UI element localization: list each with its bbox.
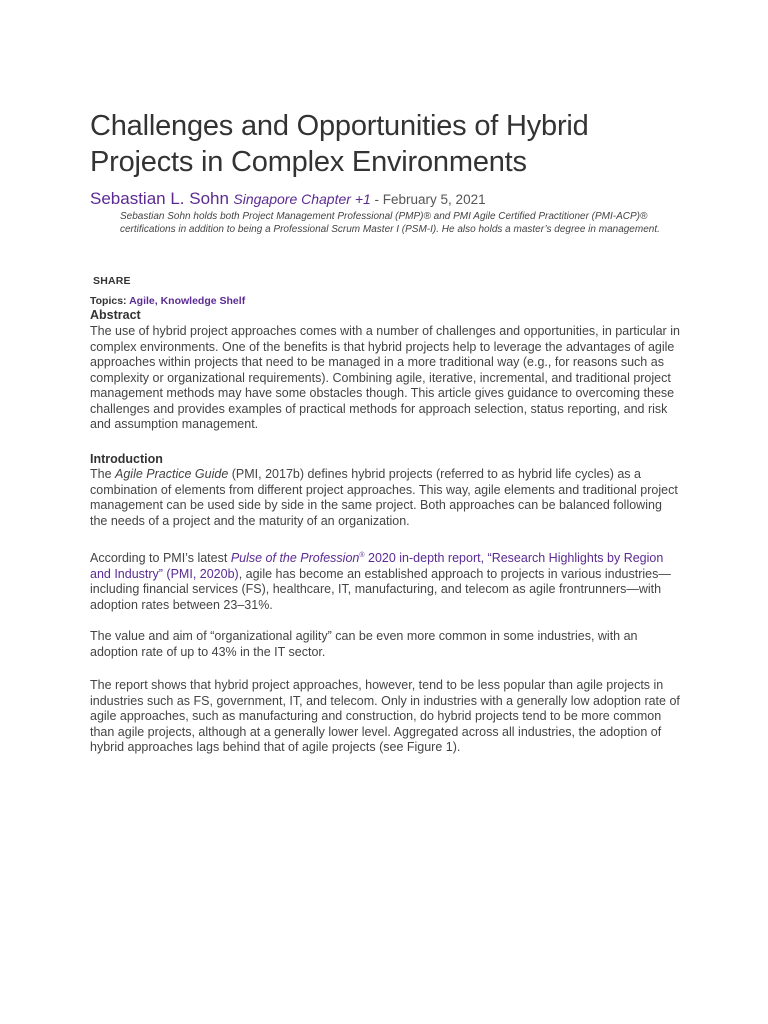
publish-date: February 5, 2021 [382, 192, 486, 207]
intro-paragraph-2 [90, 548, 680, 613]
intro-p1-book: Agile Practice Guide [115, 467, 229, 481]
intro-p1-prefix: The [90, 467, 116, 481]
topics-line [90, 295, 245, 307]
date-separator: - [370, 192, 383, 207]
intro-paragraph-3: The value and aim of “organizational agility” can be even more common in some industries, with an adoption rate of up to 43% in the IT sector. [90, 629, 638, 659]
intro-paragraph-4: The report shows that hybrid project approaches, however, tend to be less popular than agile projects in industries such as FS, government, IT, and telecom. Only in industries with a generally low adoption rate of agile approaches, such as manufacturing and construction, do hybrid projects tend to be more common than agile projects, although at a generally lower level. Aggregated across all industries, the adoption of hybrid approaches lags behind that of agile projects (see Figure 1). [90, 678, 680, 754]
pulse-report-title: Pulse of the Profession [230, 551, 360, 566]
registered-mark: ® [359, 552, 365, 559]
share-button[interactable]: SHARE [93, 275, 131, 287]
byline [90, 187, 486, 212]
intro-p1-rest: (PMI, 2017b) defines hybrid projects (referred to as hybrid life cycles) as a combination of elements from different project approaches. This way, agile elements and traditional project management can be used side by side in the same project. Both approaches can be balanced following the needs of a project and the maturity of an organization. [90, 467, 678, 528]
pulse-report-link-rest: 2020 in-depth report, “Research Highlights by Region and Industry” (PMI, 2020b) [90, 551, 664, 581]
abstract-text: The use of hybrid project approaches comes with a number of challenges and opportunities, in particular in complex environments. One of the benefits is that hybrid projects help to leverage the advantages of agile approaches within projects that need to be managed in a more traditional way (e.g., for reasons such as complexity or organizational requirements). Combining agile, iterative, incremental, and traditional project management methods may have some obstacles though. This article gives guidance to overcoming these challenges and provides examples of practical methods for approach selection, status reporting, and risk and assumption management. [90, 324, 680, 431]
author-bio: Sebastian Sohn holds both Project Management Professional (PMP)® and PMI Agile Certified Practitioner (PMI-ACP)® certifications in addition to being a Professional Scrum Master I (PSM-I). He also holds a master’s degree in management. [120, 211, 660, 236]
topics-links[interactable]: Agile, Knowledge Shelf [129, 295, 246, 307]
introduction-heading: Introduction [90, 452, 163, 466]
intro-p2-rest: , agile has become an established approach to projects in various industries—including financial services (FS), healthcare, IT, manufacturing, and telecom as agile frontrunners—with adoption rates between 23–31%. [90, 566, 671, 612]
author-link[interactable]: Sebastian L. Sohn [90, 189, 229, 208]
abstract-heading: Abstract [90, 308, 141, 322]
topics-label: Topics: [90, 295, 130, 307]
intro-paragraph-1 [90, 467, 680, 529]
intro-p2-prefix: According to PMI’s latest [90, 551, 231, 566]
chapter-link[interactable]: Singapore Chapter +1 [233, 191, 371, 207]
article-title: Challenges and Opportunities of Hybrid Projects in Complex Environments [90, 110, 589, 178]
